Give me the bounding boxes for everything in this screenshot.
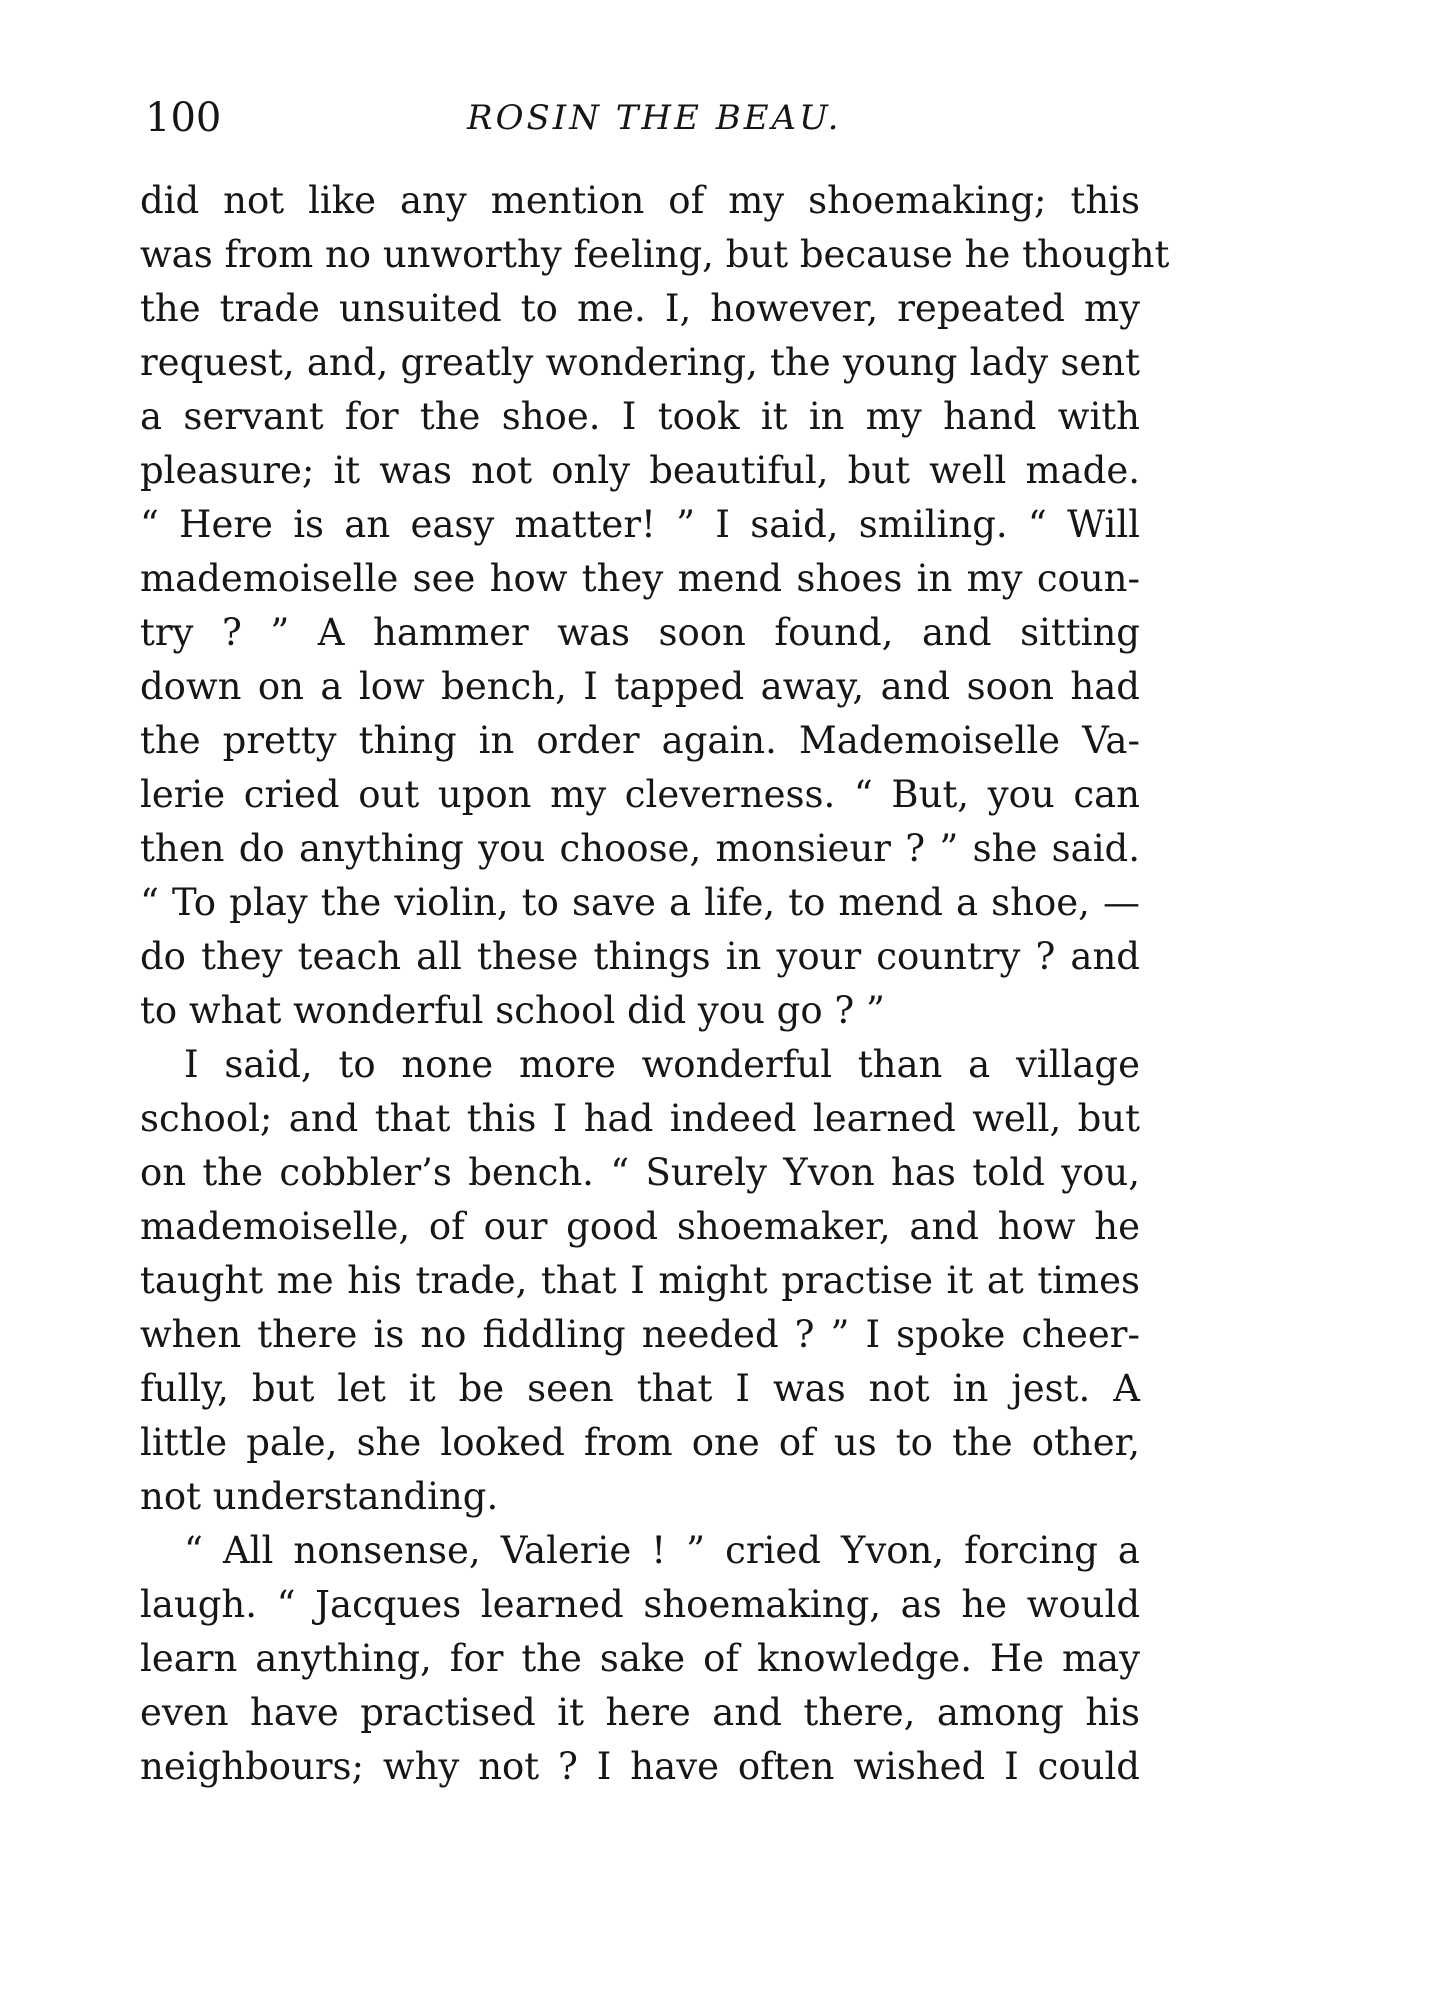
text-line: even have practised it here and there, among his xyxy=(140,1691,1140,1734)
text-line: laugh. “ Jacques learned shoemaking, as he would xyxy=(140,1583,1140,1626)
text-line: fully, but let it be seen that I was not in jest. A xyxy=(140,1367,1140,1410)
text-line: down on a low bench, I tapped away, and soon had xyxy=(140,665,1140,708)
text-line: neighbours; why not ? I have often wished I could xyxy=(140,1745,1140,1788)
text-line: do they teach all these things in your country ? and xyxy=(140,935,1140,978)
text-line: mademoiselle see how they mend shoes in my coun- xyxy=(140,557,1140,600)
body-text xyxy=(140,174,1170,1794)
running-title: ROSIN THE BEAU. xyxy=(467,98,842,138)
text-line: on the cobbler’s bench. “ Surely Yvon has told you, xyxy=(140,1151,1140,1194)
text-line: “ Here is an easy matter! ” I said, smiling. “ Will xyxy=(140,503,1140,546)
text-line: I said, to none more wonderful than a village xyxy=(184,1043,1140,1086)
text-line: when there is no fiddling needed ? ” I spoke cheer- xyxy=(140,1313,1140,1356)
page-header xyxy=(145,88,1145,148)
text-line: try ? ” A hammer was soon found, and sitting xyxy=(140,611,1140,654)
text-line: did not like any mention of my shoemaking; this xyxy=(140,179,1140,222)
text-line: pleasure; it was not only beautiful, but well made. xyxy=(140,449,1140,492)
text-line: school; and that this I had indeed learned well, but xyxy=(140,1097,1140,1140)
text-line: lerie cried out upon my cleverness. “ But, you can xyxy=(140,773,1140,816)
text-line: to what wonderful school did you go ? ” xyxy=(140,989,885,1032)
text-line: the trade unsuited to me. I, however, repeated my xyxy=(140,287,1140,330)
text-line: taught me his trade, that I might practise it at times xyxy=(140,1259,1140,1302)
text-line: mademoiselle, of our good shoemaker, and how he xyxy=(140,1205,1140,1248)
text-line: the pretty thing in order again. Mademoiselle Va- xyxy=(140,719,1140,762)
text-line: “ To play the violin, to save a life, to mend a shoe, — xyxy=(140,881,1140,924)
text-line: a servant for the shoe. I took it in my hand with xyxy=(140,395,1140,438)
page-number: 100 xyxy=(145,95,222,141)
text-line: was from no unworthy feeling, but because he thought xyxy=(140,233,1170,276)
text-line: not understanding. xyxy=(140,1475,499,1518)
text-line: little pale, she looked from one of us to the other, xyxy=(140,1421,1140,1464)
text-line: learn anything, for the sake of knowledge. He may xyxy=(140,1637,1140,1680)
text-line: then do anything you choose, monsieur ? ” she said. xyxy=(140,827,1140,870)
text-line: “ All nonsense, Valerie ! ” cried Yvon, forcing a xyxy=(184,1529,1140,1572)
text-line: request, and, greatly wondering, the young lady sent xyxy=(140,341,1140,384)
